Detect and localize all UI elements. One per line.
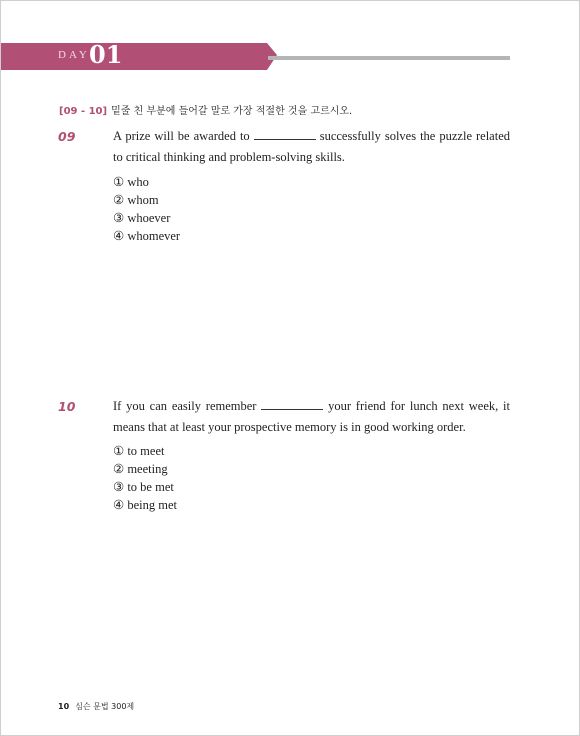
instruction: [59, 102, 529, 117]
question-number: 09: [58, 129, 76, 144]
header-divider: [268, 56, 510, 60]
option: ④ whomever: [113, 229, 181, 243]
option: ① to meet: [113, 444, 165, 458]
page-number: 10: [58, 702, 70, 711]
question-range: [09 - 10]: [59, 106, 108, 117]
option-list: [113, 173, 180, 245]
stem-text: your friend for lunch next week, it means that at least your prospective memory is in good working order.: [113, 399, 510, 434]
day-banner: [1, 43, 277, 70]
question-stem: [113, 396, 510, 438]
answer-blank: [254, 128, 316, 140]
option: ② meeting: [113, 462, 168, 476]
answer-blank: [261, 398, 323, 410]
question-stem: [113, 126, 510, 168]
option-list: [113, 442, 177, 514]
option: ② whom: [113, 193, 159, 207]
day-number: 01: [89, 40, 123, 69]
book-title: 심슨 문법 300제: [75, 702, 135, 711]
day-label: DAY: [58, 49, 90, 61]
stem-text: successfully solves the puzzle related to critical thinking and problem-solving skills.: [113, 129, 511, 164]
stem-text: A prize will be awarded to: [113, 129, 250, 143]
option: ④ being met: [113, 498, 177, 512]
option: ③ to be met: [113, 480, 174, 494]
instruction-text: 밑줄 친 부분에 들어갈 말로 가장 적절한 것을 고르시오.: [111, 106, 353, 117]
option: ③ whoever: [113, 211, 171, 225]
page-footer: [58, 701, 134, 712]
stem-text: If you can easily remember: [113, 399, 257, 413]
option: ① who: [113, 175, 149, 189]
question-number: 10: [58, 399, 76, 414]
